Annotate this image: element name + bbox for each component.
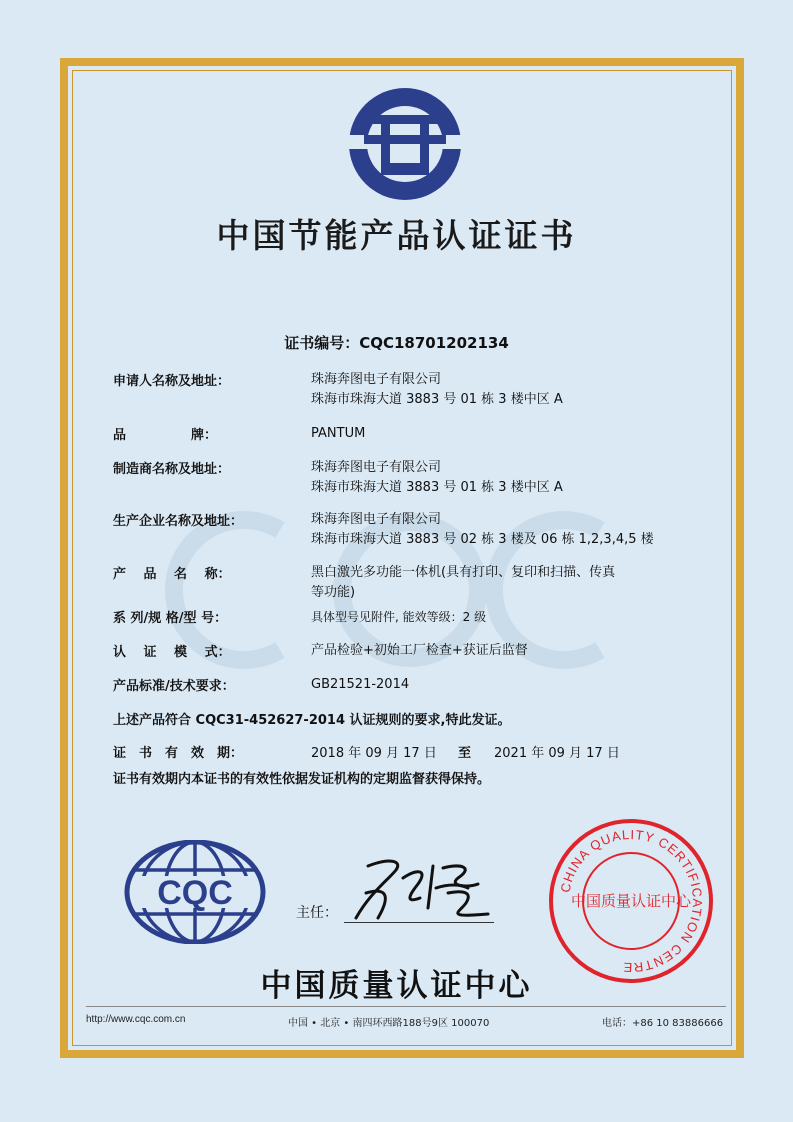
field-value: 具体型号见附件, 能效等级：2 级 (311, 610, 487, 624)
footer-phone: 电话：+86 10 83886666 (602, 1018, 724, 1029)
seal-inner-text: 中国质量认证中心 (570, 892, 692, 910)
field-label: 申请人名称及地址： (113, 374, 231, 389)
cqc-logo-text: CQC (157, 874, 233, 912)
field-value: 珠海奔图电子有限公司 (311, 460, 442, 475)
certificate-title: 中国节能产品认证证书 (216, 216, 577, 255)
field-value: GB21521-2014 (311, 677, 410, 692)
field-label: 生产企业名称及地址： (113, 514, 244, 529)
field-label: 产 品 名 称： (113, 567, 231, 582)
field-value: 珠海市珠海大道 3883 号 01 栋 3 楼中区 A (311, 480, 563, 495)
validity-from: 2018 年 09 月 17 日 (311, 746, 437, 761)
field-value: 珠海奔图电子有限公司 (311, 372, 442, 387)
director-label: 主任： (296, 905, 338, 921)
field-label: 产品标准/技术要求： (113, 679, 235, 694)
validity-note: 证书有效期内本证书的有效性依据发证机构的定期监督获得保持。 (113, 772, 491, 787)
field-value: 等功能) (311, 585, 356, 600)
field-value: PANTUM (311, 426, 366, 441)
field-value: 黑白激光多功能一体机(具有打印、复印和扫描、传真 (311, 565, 616, 580)
field-label: 制造商名称及地址： (113, 462, 231, 477)
seal-outer-text: CHINA QUALITY CERTIFICATION CENTRE (557, 826, 706, 976)
certificate-number: 证书编号：CQC18701202134 (284, 334, 509, 352)
validity-to-word: 至 (458, 746, 472, 761)
footer-address: 中国 • 北京 • 南四环西路188号9区 100070 (288, 1018, 490, 1029)
handwritten-signature-icon (348, 848, 498, 928)
field-value: 产品检验+初始工厂检查+获证后监督 (311, 643, 528, 658)
validity-to: 2021 年 09 月 17 日 (494, 746, 620, 761)
footer-divider (86, 1006, 726, 1007)
field-label: 系 列/规 格/型 号： (113, 611, 228, 626)
field-value: 珠海市珠海大道 3883 号 02 栋 3 楼及 06 栋 1,2,3,4,5 楼 (311, 532, 654, 547)
field-label: 认 证 模 式： (113, 645, 231, 660)
validity-label: 证 书 有 效 期： (113, 746, 244, 761)
field-label: 品 牌： (113, 428, 218, 443)
field-value: 珠海奔图电子有限公司 (311, 512, 442, 527)
issuing-organization: 中国质量认证中心 (260, 968, 533, 1004)
footer-website: http://www.cqc.com.cn (86, 1014, 186, 1025)
conformity-statement: 上述产品符合 CQC31-452627-2014 认证规则的要求,特此发证。 (113, 713, 511, 728)
cqc-globe-logo-icon (124, 840, 266, 944)
cecp-energy-saving-logo-icon (348, 87, 462, 201)
field-value: 珠海市珠海大道 3883 号 01 栋 3 楼中区 A (311, 392, 563, 407)
